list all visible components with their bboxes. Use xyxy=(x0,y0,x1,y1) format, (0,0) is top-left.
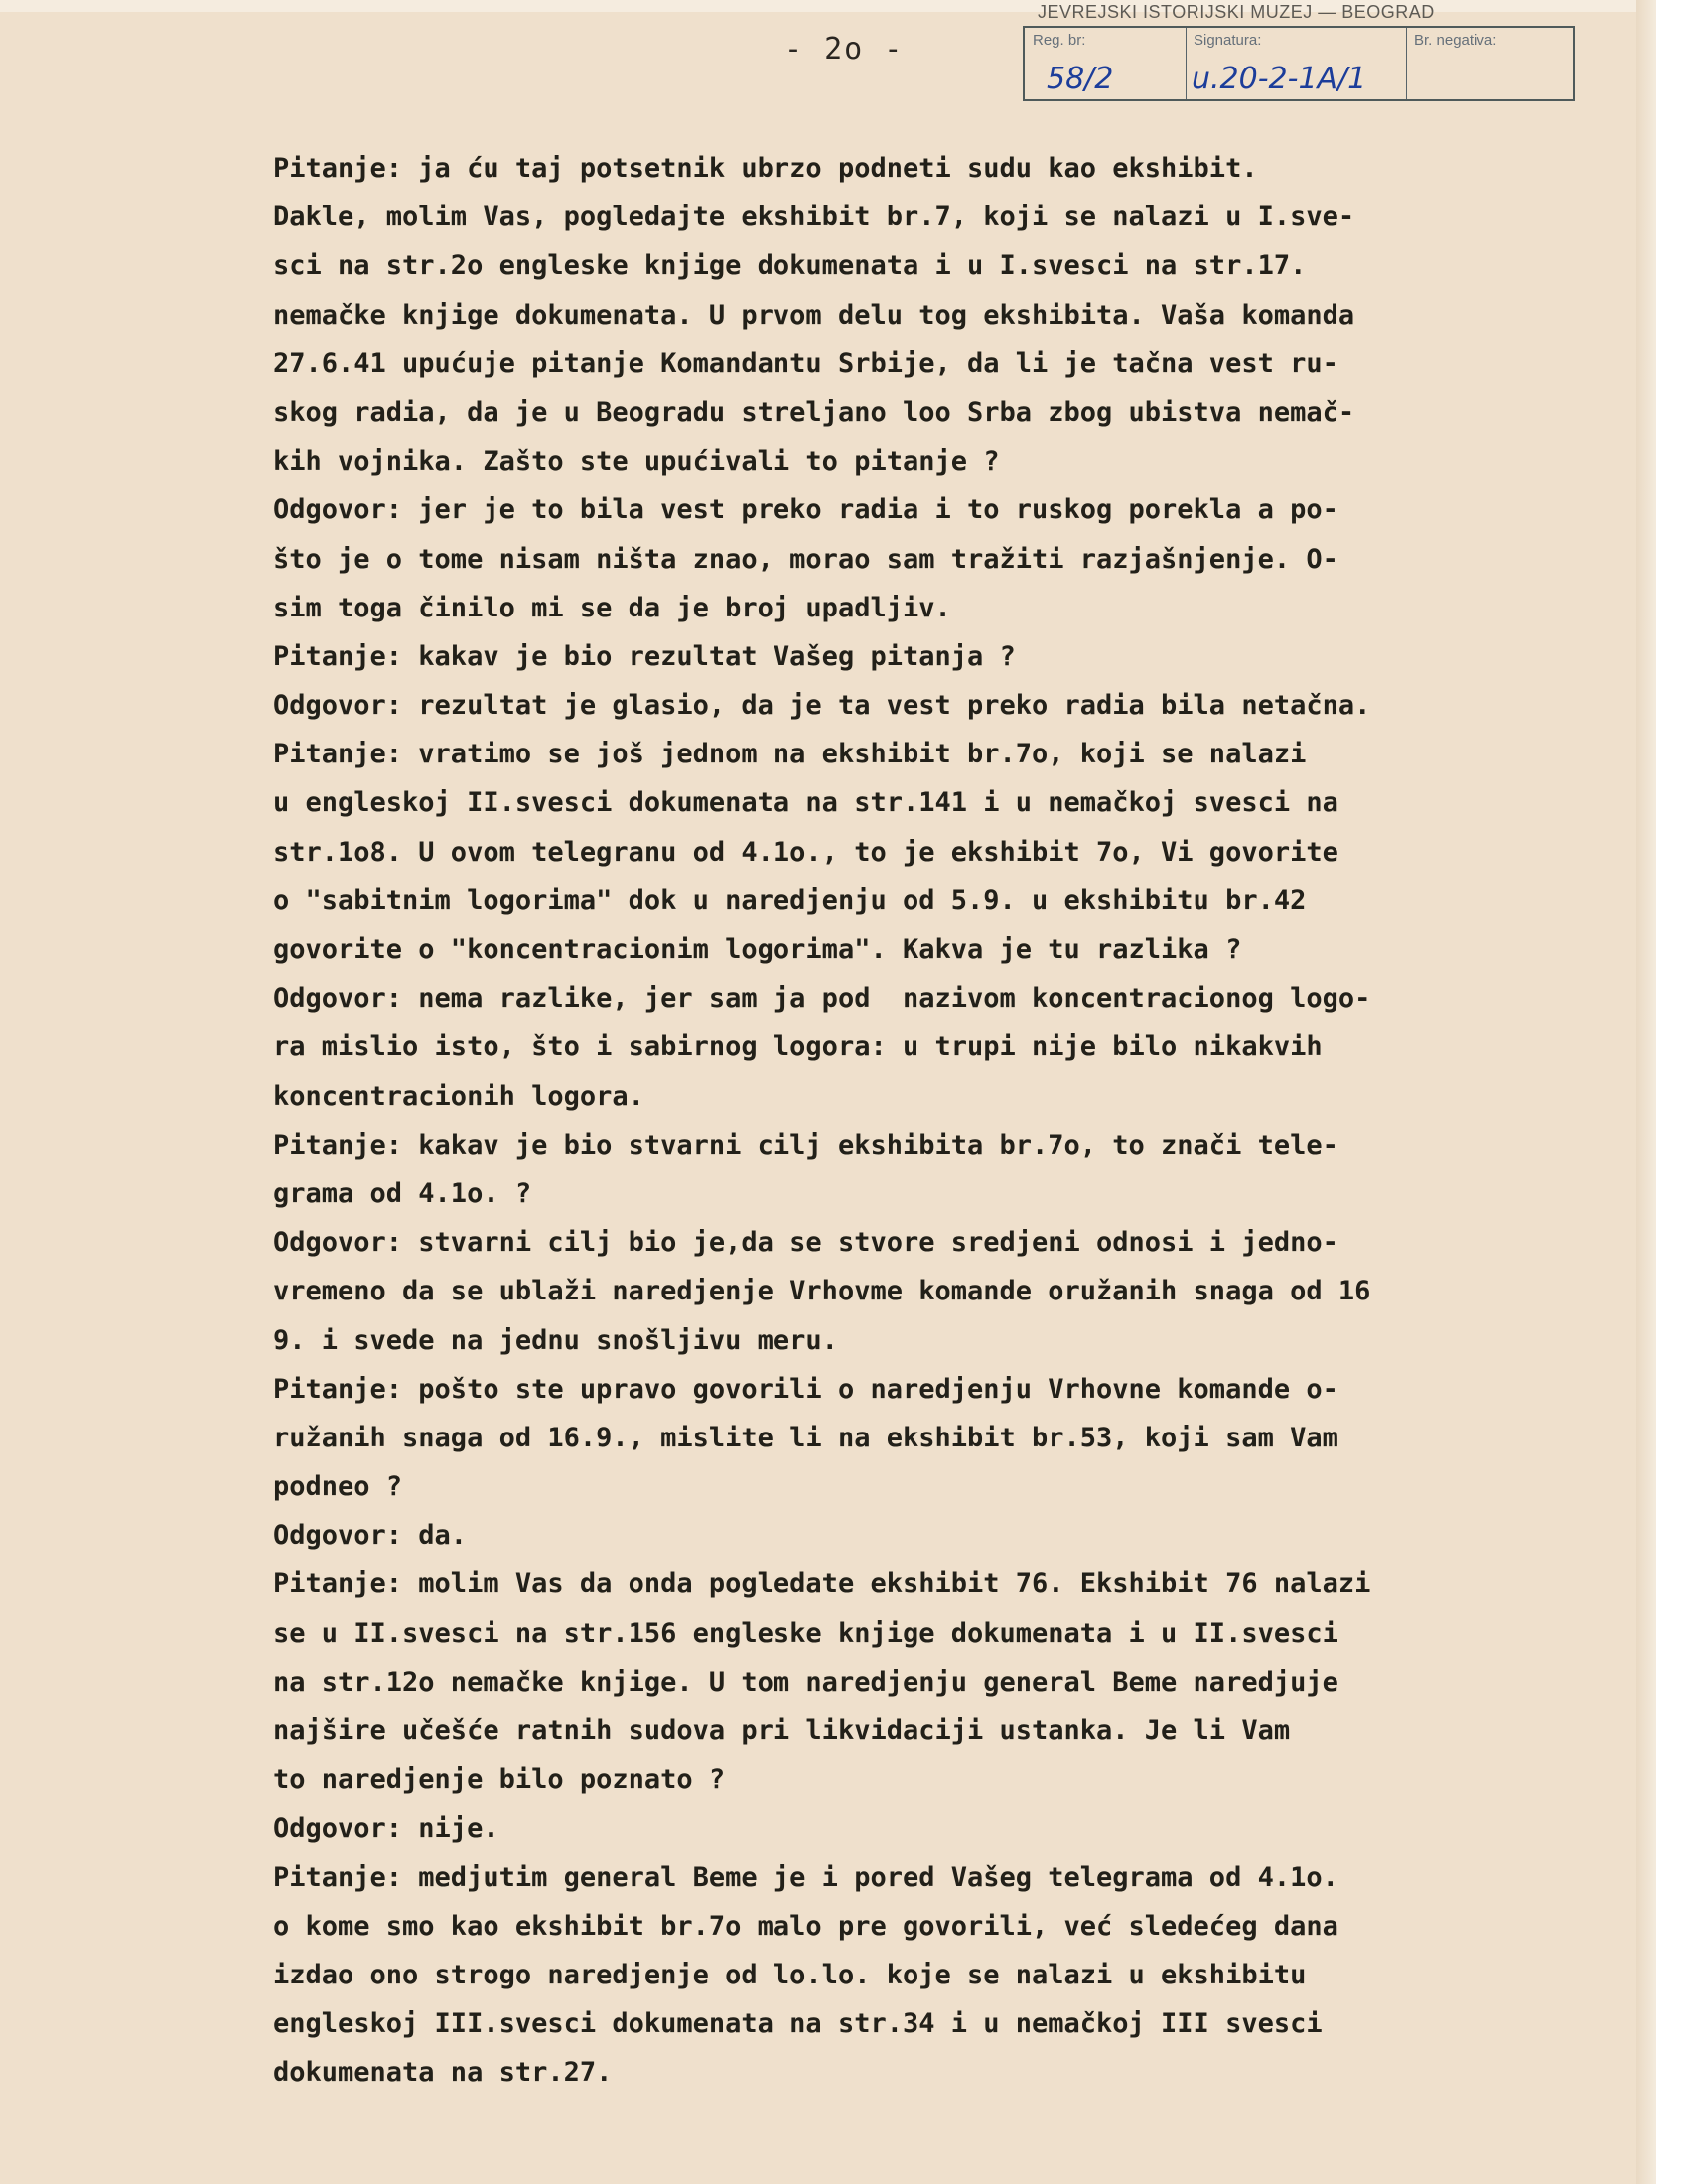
text-line: Pitanje: vratimo se još jednom na ekshibit br.7o, koji se nalazi xyxy=(273,739,1307,770)
stamp-cell-signature xyxy=(1186,28,1407,99)
text-line: Odgovor: nema razlike, jer sam ja pod nazivom koncentracionog logo- xyxy=(273,983,1371,1015)
text-line: Dakle, molim Vas, pogledajte ekshibit br.7, koji se nalazi u I.sve- xyxy=(273,202,1355,233)
text-line: sci na str.2o engleske knjige dokumenata i u I.svesci na str.17. xyxy=(273,250,1307,282)
text-line: koncentracionih logora. xyxy=(273,1080,644,1112)
stamp-cell-registration xyxy=(1025,28,1187,99)
text-line: najšire učešće ratnih sudova pri likvidaciji ustanka. Je li Vam xyxy=(273,1715,1291,1746)
text-line: Pitanje: molim Vas da onda pogledate ekshibit 76. Ekshibit 76 nalazi xyxy=(273,1569,1371,1600)
text-line: Odgovor: stvarni cilj bio je,da se stvore sredjeni odnosi i jedno- xyxy=(273,1227,1338,1259)
stamp-reg-label: Reg. br: xyxy=(1033,32,1086,49)
text-line: Odgovor: nije. xyxy=(273,1813,499,1844)
text-line: Odgovor: jer je to bila vest preko radia i to ruskog porekla a po- xyxy=(273,494,1338,526)
stamp-signature-label: Signatura: xyxy=(1194,32,1262,49)
text-line: Pitanje: ja ću taj potsetnik ubrzo podneti sudu kao ekshibit. xyxy=(273,153,1258,184)
text-line: dokumenata na str.27. xyxy=(273,2057,613,2089)
text-line: nemačke knjige dokumenata. U prvom delu tog ekshibita. Vaša komanda xyxy=(273,299,1355,331)
stamp-negative-label: Br. negativa: xyxy=(1414,32,1497,49)
text-line: izdao ono strogo naredjenje od lo.lo. koje se nalazi u ekshibitu xyxy=(273,1959,1307,1990)
text-line: grama od 4.1o. ? xyxy=(273,1177,532,1209)
text-line: Pitanje: medjutim general Beme je i pored Vašeg telegrama od 4.1o. xyxy=(273,1861,1338,1893)
text-line: vremeno da se ublaži naredjenje Vrhovme komande oružanih snaga od 16 xyxy=(273,1276,1371,1307)
text-line: podneo ? xyxy=(273,1471,403,1503)
museum-name: JEVREJSKI ISTORIJSKI MUZEJ — BEOGRAD xyxy=(1038,2,1435,22)
archive-stamp xyxy=(1023,26,1575,101)
text-line: skog radia, da je u Beogradu streljano loo Srba zbog ubistva nemač- xyxy=(273,396,1355,428)
text-line: što je o tome nisam ništa znao, morao sam tražiti razjašnjenje. O- xyxy=(273,543,1338,575)
text-line: kih vojnika. Zašto ste upućivali to pitanje ? xyxy=(273,446,1000,478)
text-line: Pitanje: pošto ste upravo govorili o naredjenju Vrhovne komande o- xyxy=(273,1373,1338,1405)
text-line: ra mislio isto, što i sabirnog logora: u trupi nije bilo nikakvih xyxy=(273,1031,1323,1063)
text-line: o kome smo kao ekshibit br.7o malo pre govorili, već sledećeg dana xyxy=(273,1910,1338,1942)
text-line: Odgovor: rezultat je glasio, da je ta vest preko radia bila netačna. xyxy=(273,690,1371,722)
text-line: Pitanje: kakav je bio rezultat Vašeg pitanja ? xyxy=(273,640,1016,672)
text-line: to naredjenje bilo poznato ? xyxy=(273,1764,726,1796)
stamp-cell-negative xyxy=(1406,28,1571,99)
stamp-signature-value: u.20-2-1A/1 xyxy=(1192,62,1367,96)
text-line: Odgovor: da. xyxy=(273,1520,468,1552)
typed-transcript xyxy=(273,144,1648,2098)
text-line: Pitanje: kakav je bio stvarni cilj ekshibita br.7o, to znači tele- xyxy=(273,1129,1338,1160)
stamp-reg-value: 58/2 xyxy=(1047,62,1114,96)
page-number: - 2o - xyxy=(784,32,905,67)
text-line: ružanih snaga od 16.9., mislite li na ekshibit br.53, koji sam Vam xyxy=(273,1422,1338,1453)
text-line: 9. i svede na jednu snošljivu meru. xyxy=(273,1324,838,1356)
text-line: o "sabitnim logorima" dok u naredjenju od 5.9. u ekshibitu br.42 xyxy=(273,885,1307,916)
text-line: 27.6.41 upućuje pitanje Komandantu Srbije, da li je tačna vest ru- xyxy=(273,347,1338,379)
text-line: se u II.svesci na str.156 engleske knjige dokumenata i u II.svesci xyxy=(273,1617,1338,1649)
text-line: u engleskoj II.svesci dokumenata na str.141 i u nemačkoj svesci na xyxy=(273,787,1338,819)
text-line: govorite o "koncentracionim logorima". Kakva je tu razlika ? xyxy=(273,934,1242,965)
text-line: na str.12o nemačke knjige. U tom naredjenju general Beme naredjuje xyxy=(273,1666,1338,1698)
text-line: str.1o8. U ovom telegranu od 4.1o., to je ekshibit 7o, Vi govorite xyxy=(273,836,1338,868)
text-line: sim toga činilo mi se da je broj upadljiv. xyxy=(273,592,951,623)
text-line: engleskoj III.svesci dokumenata na str.34 i u nemačkoj III svesci xyxy=(273,2008,1323,2040)
